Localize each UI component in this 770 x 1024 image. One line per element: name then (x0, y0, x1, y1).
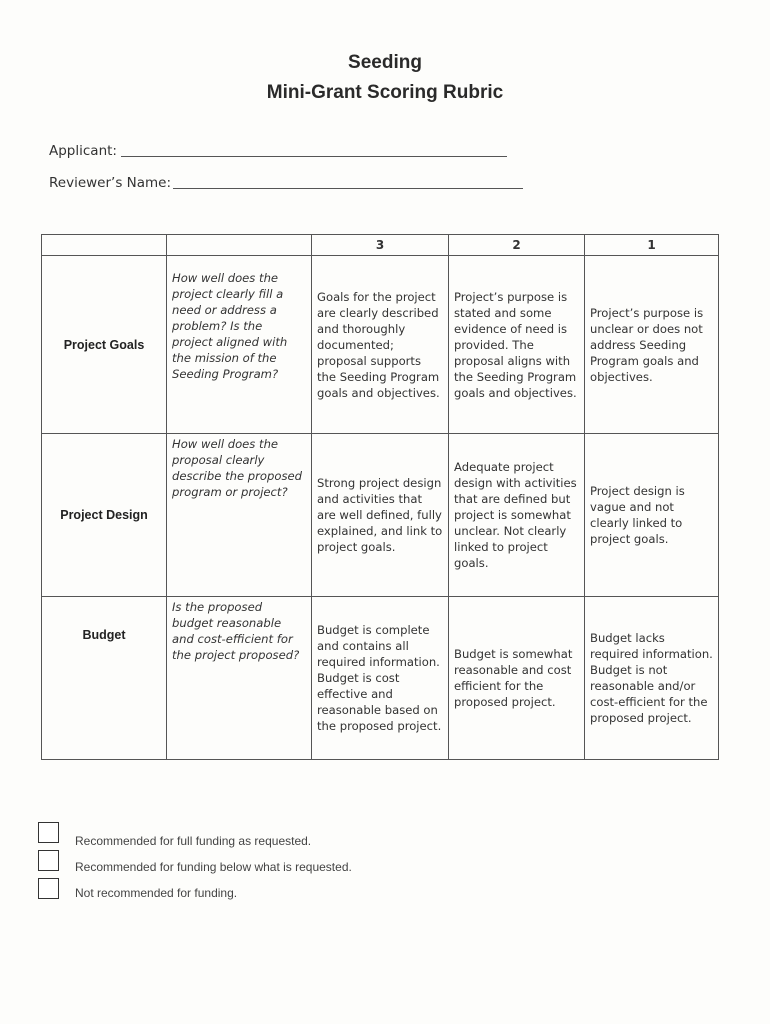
score-1-cell: Project’s purpose is unclear or does not address Seeding Program goals and objectives. (585, 256, 719, 434)
reviewer-label: Reviewer’s Name: (49, 175, 172, 191)
criterion-project-goals: Project Goals (42, 256, 167, 434)
score-1-cell: Project design is vague and not clearly linked to project goals. (585, 434, 719, 597)
question-cell: How well does the project clearly fill a need or address a problem? Is the project aligned with the mission of the Seeding Program? (167, 256, 312, 434)
recommendation-label: Recommended for full funding as requested. (75, 834, 312, 848)
score-2-cell: Adequate project design with activities that are defined but project is somewhat unclear. Not clearly linked to project goals. (449, 434, 585, 597)
checkbox-not-recommended[interactable] (38, 878, 59, 899)
score-2-cell: Project’s purpose is stated and some evidence of need is provided. The proposal aligns with the Seeding Program goals and objectives. (449, 256, 585, 434)
table-row (42, 256, 719, 434)
checkbox-full-funding[interactable] (38, 822, 59, 843)
question-cell: How well does the proposal clearly describe the proposed program or project? (167, 434, 312, 597)
applicant-label: Applicant: (49, 143, 117, 159)
applicant-line[interactable] (121, 156, 507, 157)
header-cell-score-2: 2 (449, 235, 585, 256)
score-3-cell: Budget is complete and contains all required information. Budget is cost effective and reasonable based on the proposed project. (312, 597, 449, 760)
table-row (42, 597, 719, 760)
document-subtitle: Mini-Grant Scoring Rubric (266, 82, 504, 103)
table-row (42, 434, 719, 597)
document-title: Seeding (348, 52, 422, 73)
score-2-cell: Budget is somewhat reasonable and cost efficient for the proposed project. (449, 597, 585, 760)
table-header-row (42, 235, 719, 256)
applicant-field (49, 143, 117, 159)
question-cell: Is the proposed budget reasonable and cost-efficient for the project proposed? (167, 597, 312, 760)
header-cell-score-3: 3 (312, 235, 449, 256)
header-cell-score-1: 1 (585, 235, 719, 256)
criterion-budget: Budget (42, 597, 167, 760)
reviewer-line[interactable] (173, 188, 523, 189)
recommendation-label: Recommended for funding below what is requested. (75, 860, 352, 874)
score-1-cell: Budget lacks required information. Budget is not reasonable and/or cost-efficient for the proposed project. (585, 597, 719, 760)
criterion-project-design: Project Design (42, 434, 167, 597)
reviewer-field (49, 175, 171, 191)
scoring-rubric-table (41, 234, 719, 760)
header-cell-question (167, 235, 312, 256)
header-cell-criterion (42, 235, 167, 256)
recommendation-label: Not recommended for funding. (75, 886, 238, 900)
checkbox-partial-funding[interactable] (38, 850, 59, 871)
score-3-cell: Strong project design and activities that are well defined, fully explained, and link to project goals. (312, 434, 449, 597)
score-3-cell: Goals for the project are clearly described and thoroughly documented; proposal supports the Seeding Program goals and objectives. (312, 256, 449, 434)
